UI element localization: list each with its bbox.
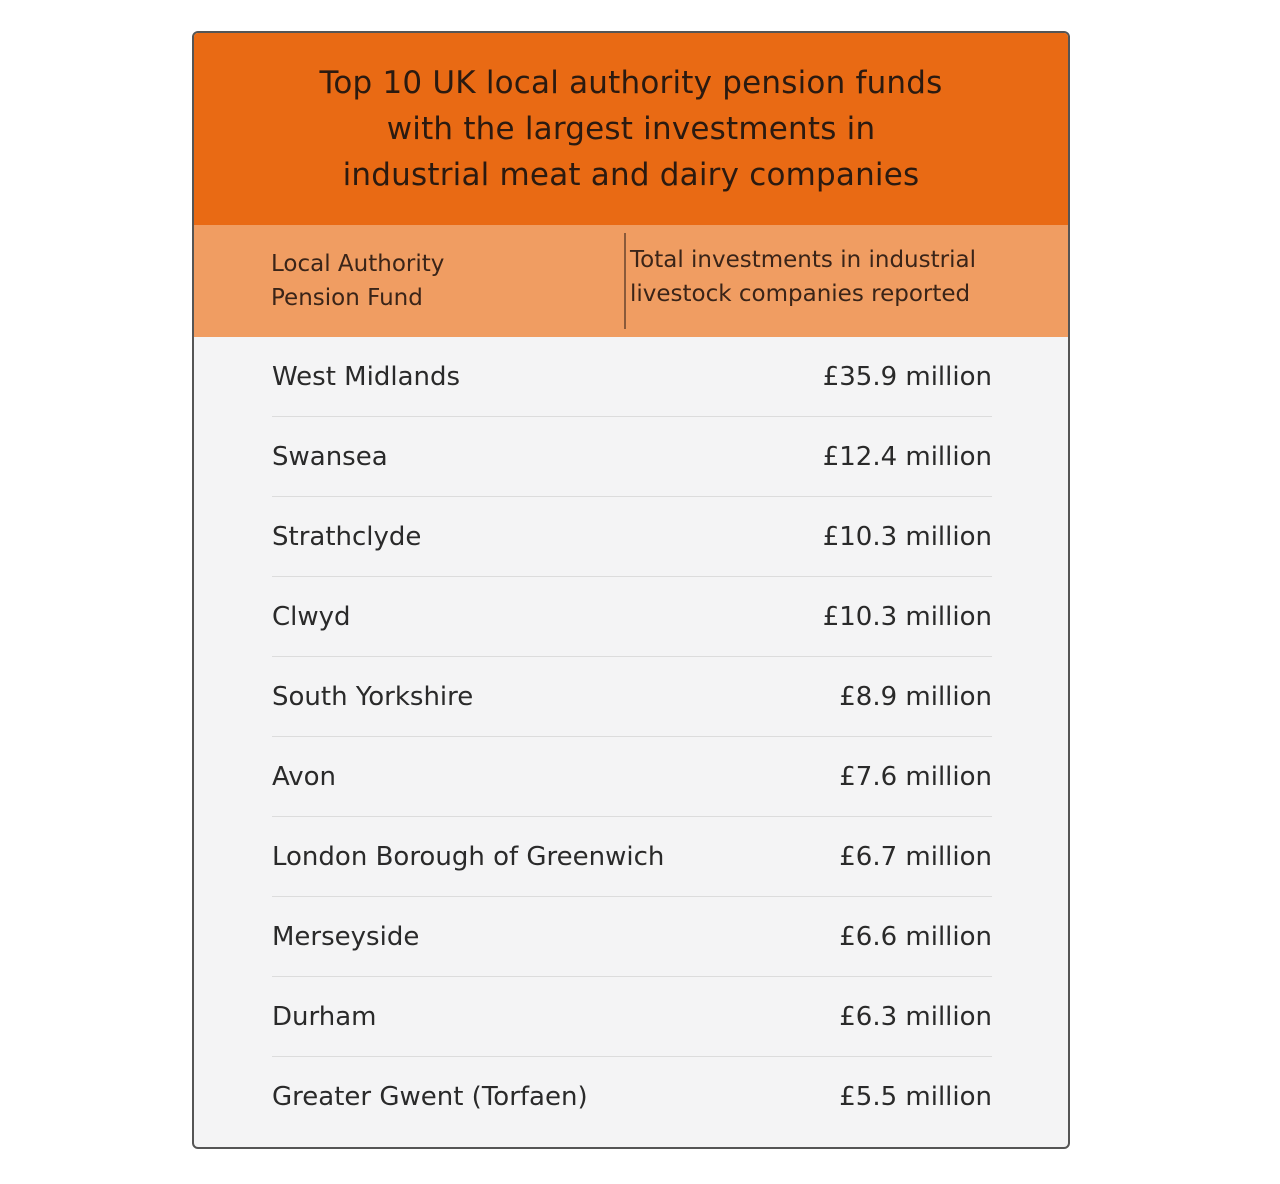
column-divider <box>624 233 626 329</box>
pension-fund-table-card <box>192 31 1070 1149</box>
column-header-investment <box>630 243 990 311</box>
fund-name-cell: London Borough of Greenwich <box>272 841 665 872</box>
column-header-fund <box>271 247 601 315</box>
investment-value-cell: £7.6 million <box>839 761 992 792</box>
column-header-fund-line-2: Pension Fund <box>271 285 423 311</box>
fund-name-cell: South Yorkshire <box>272 681 474 712</box>
table-row <box>272 1057 992 1137</box>
investment-value-cell: £8.9 million <box>839 681 992 712</box>
fund-name-cell: Merseyside <box>272 921 420 952</box>
title-line-2: with the largest investments in <box>386 111 876 147</box>
column-header-investment-line-2: livestock companies reported <box>630 281 971 307</box>
fund-name-cell: Avon <box>272 761 337 792</box>
table-row <box>272 337 992 417</box>
table-row <box>272 657 992 737</box>
investment-value-cell: £6.3 million <box>839 1001 992 1032</box>
investment-value-cell: £12.4 million <box>822 441 992 472</box>
column-header-investment-line-1: Total investments in industrial <box>630 247 976 273</box>
title-line-3: industrial meat and dairy companies <box>342 157 920 193</box>
fund-name-cell: Durham <box>272 1001 377 1032</box>
title-line-1: Top 10 UK local authority pension funds <box>319 65 943 101</box>
table-row <box>272 817 992 897</box>
investment-value-cell: £35.9 million <box>822 361 992 392</box>
fund-name-cell: West Midlands <box>272 361 461 392</box>
fund-name-cell: Swansea <box>272 441 388 472</box>
table-row <box>272 577 992 657</box>
table-row <box>272 977 992 1057</box>
title-band <box>194 33 1068 225</box>
fund-name-cell: Clwyd <box>272 601 351 632</box>
investment-value-cell: £10.3 million <box>822 521 992 552</box>
fund-name-cell: Strathclyde <box>272 521 422 552</box>
column-header-fund-line-1: Local Authority <box>271 251 445 277</box>
table-title <box>281 60 981 198</box>
table-row <box>272 417 992 497</box>
investment-value-cell: £5.5 million <box>839 1082 992 1112</box>
table-row <box>272 737 992 817</box>
investment-value-cell: £6.7 million <box>839 841 992 872</box>
table-row <box>272 897 992 977</box>
investment-value-cell: £6.6 million <box>839 921 992 952</box>
investment-value-cell: £10.3 million <box>822 601 992 632</box>
table-body <box>272 337 992 1137</box>
table-row <box>272 497 992 577</box>
column-header-row <box>194 225 1068 337</box>
fund-name-cell: Greater Gwent (Torfaen) <box>272 1082 588 1112</box>
